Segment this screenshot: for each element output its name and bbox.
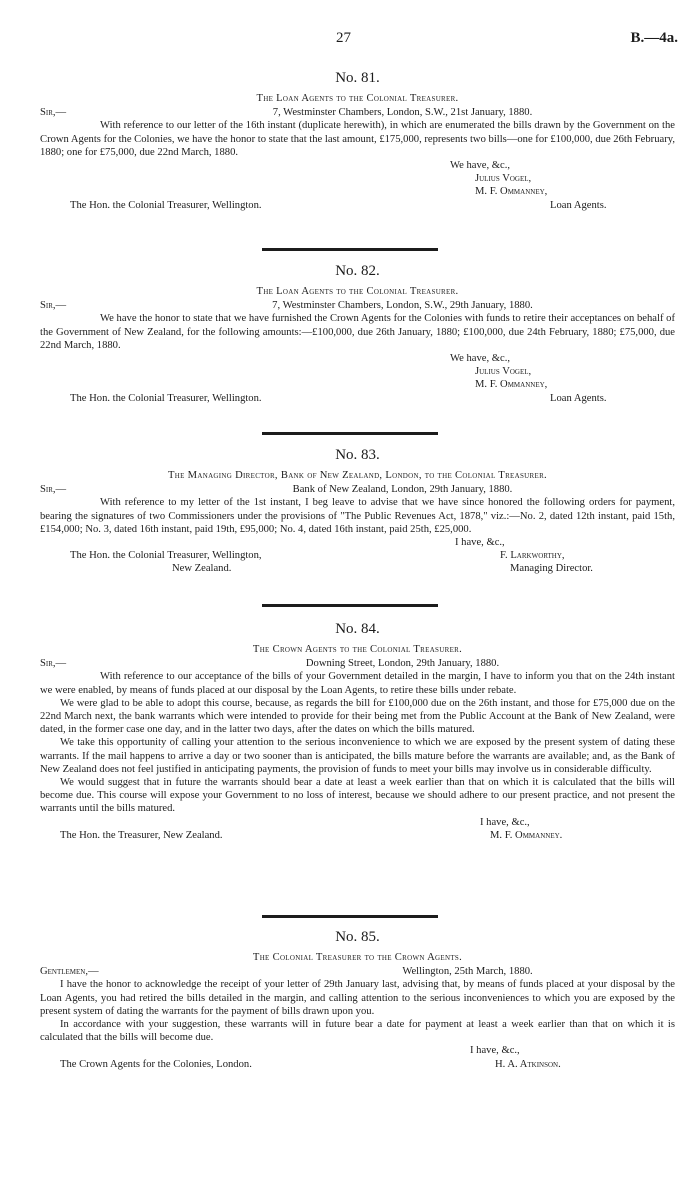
paragraph: We would suggest that in future the warrants should bear a date at least a week earlier than that on which it is calculated that the bills will become due. This course will expose your Government to no loss of interest, because we should adhere to our present practice, and not present the warrants until the bills matured. — [40, 777, 675, 815]
salutation: Sir,— — [40, 300, 67, 312]
signatory: M. F. Ommanney. — [490, 829, 563, 841]
signatory: F. Larkworthy, — [500, 550, 565, 562]
salutation-row — [40, 657, 675, 670]
letter-heading: The Loan Agents to the Colonial Treasurer. — [256, 93, 459, 104]
letter-body — [40, 312, 675, 352]
letter-body — [40, 670, 675, 815]
document-reference: B.—4a. — [630, 30, 678, 46]
salutation-row — [40, 965, 675, 978]
signatory-role: Managing Director. — [510, 563, 593, 575]
sender-address: Downing Street, London, 29th January, 1880. — [305, 658, 500, 670]
letter-heading: The Colonial Treasurer to the Crown Agents. — [252, 952, 463, 963]
signature-block — [40, 536, 675, 576]
page-header — [0, 30, 700, 50]
signatory: M. F. Ommanney, — [475, 379, 548, 391]
divider-rule — [262, 248, 438, 251]
sender-address: 7, Westminster Chambers, London, S.W., 21st January, 1880. — [272, 107, 533, 119]
signature-block — [40, 159, 675, 212]
salutation: Sir,— — [40, 484, 67, 496]
letter-85 — [40, 929, 675, 1071]
signatory-role: Loan Agents. — [550, 392, 607, 404]
closing: I have, &c., — [470, 1045, 520, 1057]
letter-body — [40, 978, 675, 1044]
sender-address: 7, Westminster Chambers, London, S.W., 29th January, 1880. — [272, 300, 533, 312]
paragraph: We have the honor to state that we have furnished the Crown Agents for the Colonies with funds to retire their acceptances on behalf of the Government of New Zealand, for the following amounts:—£100,000, due 26th January, 1880; £100,000, due 24th February, 1880; £75,000, due 22nd March, 1880. — [40, 313, 675, 351]
salutation-row — [40, 299, 675, 312]
signatory: Julius Vogel, — [475, 366, 532, 378]
signature-block — [40, 1044, 675, 1070]
letter-84 — [40, 621, 675, 842]
signature-block — [40, 352, 675, 405]
addressee: The Hon. the Colonial Treasurer, Wellington. — [70, 199, 262, 211]
closing: I have, &c., — [455, 537, 505, 548]
paragraph: With reference to our acceptance of the bills of your Government detailed in the margin, I have to inform you that on the 24th instant we were enabled, by means of funds placed at our disposal by the Loan Agents, to retire these bills under rebate. — [40, 671, 675, 696]
salutation-row — [40, 483, 675, 496]
letter-number: No. 83. — [335, 447, 380, 463]
letter-83 — [40, 447, 675, 576]
closing: We have, &c., — [450, 353, 511, 364]
paragraph: We were glad to be able to adopt this course, because, as regards the bill for £100,000 due on the 26th instant, and those for £75,000 due on the 22nd March next, the bank warrants which were intended to provide for their being met from the Public Account at the Bank of New Zealand, were dated, in the former case one day, and in the latter two days, after the dates on which the bills matured. — [40, 697, 675, 736]
signatory: Julius Vogel, — [475, 173, 532, 185]
letter-number: No. 85. — [335, 929, 380, 945]
letter-number: No. 82. — [335, 263, 380, 279]
paragraph: We take this opportunity of calling your attention to the serious inconvenience to which we are exposed by the present system of dating these warrants. If the mail happens to arrive a day or two sooner than is anticipated, the bills mature before the warrants are available; and, as the Bank of New Zealand does not feel justified in anticipating payments, the provision of funds to meet your bills may involve us in considerable difficulty. — [40, 737, 675, 775]
letter-number: No. 84. — [335, 621, 380, 637]
salutation: Sir,— — [40, 107, 67, 119]
letter-number: No. 81. — [335, 70, 380, 86]
salutation-row — [40, 106, 675, 119]
sender-address: Wellington, 25th March, 1880. — [402, 966, 533, 978]
signatory-role: Loan Agents. — [550, 199, 607, 211]
closing: I have, &c., — [480, 816, 530, 828]
addressee: The Hon. the Colonial Treasurer, Wellington, — [70, 550, 262, 562]
addressee: The Crown Agents for the Colonies, London. — [60, 1058, 252, 1070]
divider-rule — [262, 432, 438, 435]
salutation: Sir,— — [40, 658, 67, 670]
letter-heading: The Managing Director, Bank of New Zealand, London, to the Colonial Treasurer. — [167, 470, 547, 481]
signatory: H. A. Atkinson. — [495, 1058, 561, 1070]
letter-81 — [40, 70, 675, 212]
paragraph: With reference to my letter of the 1st instant, I beg leave to advise that we have since honored the following orders for payment, bearing the signatures of two Commissioners under the provisions of "The Public Revenues Act, 1878," viz.:—No. 2, dated 12th instant, paid 15th, £154,000; No. 3, dated 16th instant, paid 19th, £95,000; No. 4, dated 16th instant, paid 25th, £25,000. — [40, 497, 675, 535]
letter-body — [40, 496, 675, 536]
letter-body — [40, 119, 675, 159]
divider-rule — [262, 604, 438, 607]
divider-rule — [262, 915, 438, 918]
signatory: M. F. Ommanney, — [475, 186, 548, 198]
addressee: The Hon. the Treasurer, New Zealand. — [60, 829, 223, 841]
letter-heading: The Crown Agents to the Colonial Treasurer. — [252, 644, 463, 655]
page-number: 27 — [336, 30, 351, 46]
letter-heading: The Loan Agents to the Colonial Treasurer. — [256, 286, 459, 297]
addressee-line-2: New Zealand. — [172, 563, 232, 575]
paragraph: I have the honor to acknowledge the receipt of your letter of 29th January last, advising that, by means of funds placed at your disposal by the Loan Agents, you had retired the bills detailed in the margin, and calling attention to the serious inconveniences to which you are exposed by the present system of dating the warrants for the payment of bills drawn upon you. — [40, 979, 675, 1017]
addressee: The Hon. the Colonial Treasurer, Wellington. — [70, 392, 262, 404]
letter-82 — [40, 263, 675, 405]
paragraph: In accordance with your suggestion, these warrants will in future bear a date for payment at least a week earlier than that on which it is calculated that the bills will become due. — [40, 1019, 675, 1044]
paragraph: With reference to our letter of the 16th instant (duplicate herewith), in which are enumerated the bills drawn by the Government on the Crown Agents for the Colonies, we have the honor to state that the last amount, £175,000, represents two bills—one for £100,000, due 26th February, 1880; one for £75,000, due 22nd March, 1880. — [40, 120, 675, 158]
closing: We have, &c., — [450, 160, 511, 171]
sender-address: Bank of New Zealand, London, 29th January, 1880. — [292, 484, 513, 496]
salutation: Gentlemen,— — [40, 966, 99, 978]
signature-block — [40, 816, 675, 842]
